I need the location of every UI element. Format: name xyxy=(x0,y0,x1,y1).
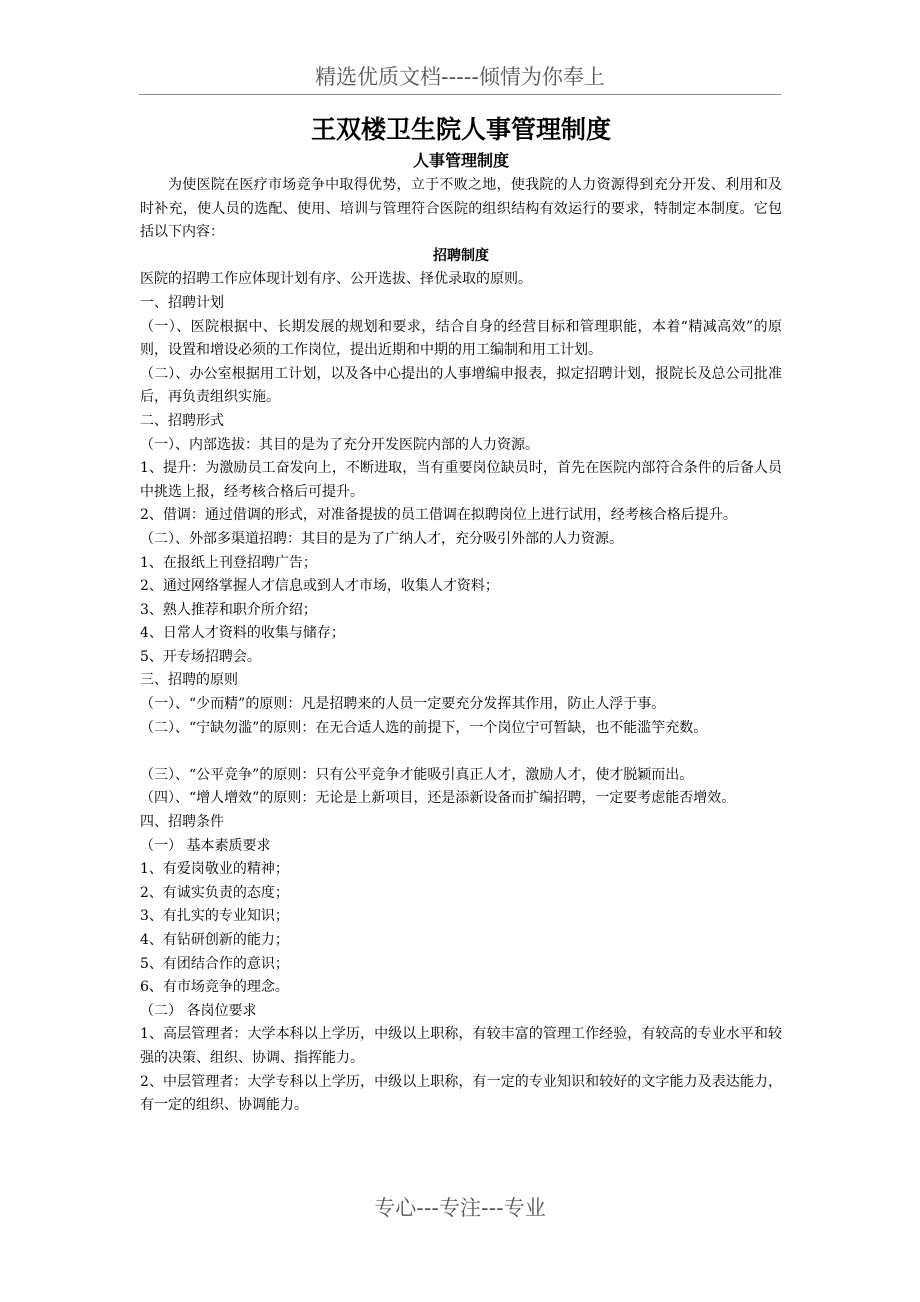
document-body xyxy=(140,112,782,1118)
list-item: 6、有市场竞争的理念。 xyxy=(140,979,289,996)
list-item: 2、通过网络掌握人才信息或到人才市场，收集人才资料； xyxy=(140,578,499,595)
document-subtitle: 人事管理制度 xyxy=(412,151,509,170)
heading-recruitment-plan: 一、招聘计划 xyxy=(140,294,224,311)
list-item: 1、高层管理者：大学本科以上学历，中级以上职称，有较丰富的管理工作经验，有较高的专业水平和较强的决策、组织、协调、指挥能力。 xyxy=(140,1026,782,1066)
list-item: 4、有钻研创新的能力； xyxy=(140,932,289,948)
heading-recruitment-conditions: 四、招聘条件 xyxy=(140,814,224,831)
paragraph: 医院的招聘工作应体现计划有序、公开选拔、择优录取的原则。 xyxy=(140,271,532,288)
heading-recruitment-forms: 二、招聘形式 xyxy=(140,412,224,429)
list-item: 2、中层管理者：大学专科以上学历，中级以上职称，有一定的专业知识和较好的文字能力及表达能力，有一定的组织、协调能力。 xyxy=(140,1073,782,1114)
paragraph: （一） 基本素质要求 xyxy=(140,837,271,854)
paragraph: （一）、医院根据中、长期发展的规划和要求，结合自身的经营目标和管理职能，本着“精减高效”的原则，设置和增设必须的工作岗位，提出近期和中期的用工编制和用工计划。 xyxy=(140,318,782,359)
intro-paragraph: 为使医院在医疗市场竞争中取得优势，立于不败之地，使我院的人力资源得到充分开发、利用和及时补充，使人员的选配、使用、培训与管理符合医院的组织结构有效运行的要求，特制定本制度。它包括以下内容： xyxy=(140,177,782,241)
paragraph: （一）、“少而精”的原则：凡是招聘来的人员一定要充分发挥其作用，防止人浮于事。 xyxy=(140,696,666,713)
paragraph: 2、借调：通过借调的形式，对准备提拔的员工借调在拟聘岗位上进行试用，经考核合格后提升。 xyxy=(140,507,737,524)
list-item: 4、日常人才资料的收集与储存； xyxy=(140,625,345,642)
paragraph: （四）、“增人增效”的原则：无论是上新项目，还是添新设备而扩编招聘，一定要考虑能否增效。 xyxy=(140,790,736,807)
blank-line xyxy=(140,740,782,764)
list-item: 3、熟人推荐和职介所介绍； xyxy=(140,601,317,618)
page-header: 精选优质文档-----倾情为你奉上 xyxy=(315,65,605,89)
paragraph: （三）、“公平竞争”的原则：只有公平竞争才能吸引真正人才，激励人才，使才脱颖而出。 xyxy=(140,766,694,783)
section-title: 招聘制度 xyxy=(433,247,489,264)
heading-recruitment-principles: 三、招聘的原则 xyxy=(140,672,238,689)
header-divider xyxy=(139,94,781,95)
paragraph: （二）、外部多渠道招聘：其目的是为了广纳人才，充分吸引外部的人力资源。 xyxy=(140,530,623,547)
list-item: 5、开专场招聘会。 xyxy=(140,648,261,665)
paragraph: （一）、内部选拔：其目的是为了充分开发医院内部的人力资源。 xyxy=(140,436,539,453)
list-item: 2、有诚实负责的态度； xyxy=(140,884,289,901)
paragraph: （二）、“宁缺勿滥”的原则：在无合适人选的前提下，一个岗位宁可暂缺，也不能滥竽充数。 xyxy=(140,719,708,736)
list-item: 3、有扎实的专业知识； xyxy=(140,908,289,925)
list-item: 1、在报纸上刊登招聘广告； xyxy=(140,554,317,571)
paragraph: 1、提升：为激励员工奋发向上，不断进取，当有重要岗位缺员时，首先在医院内部符合条件的后备人员中挑选上报，经考核合格后可提升。 xyxy=(140,460,782,500)
paragraph: （二） 各岗位要求 xyxy=(140,1002,257,1019)
list-item: 1、有爱岗敬业的精神； xyxy=(140,861,289,878)
document-title: 王双楼卫生院人事管理制度 xyxy=(310,115,611,144)
paragraph: （二）、办公室根据用工计划，以及各中心提出的人事增编申报表，拟定招聘计划，报院长及总公司批准后，再负责组织实施。 xyxy=(140,365,782,406)
page-footer: 专心---专注---专业 xyxy=(374,1196,546,1220)
list-item: 5、有团结合作的意识； xyxy=(140,955,289,972)
